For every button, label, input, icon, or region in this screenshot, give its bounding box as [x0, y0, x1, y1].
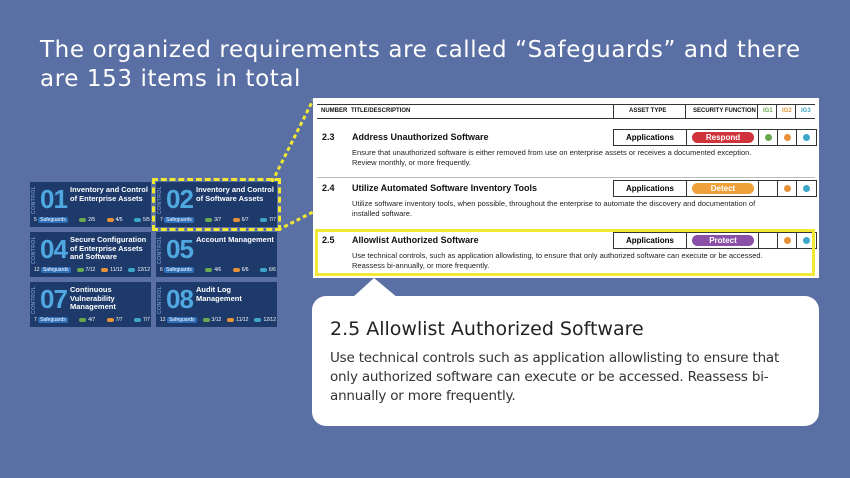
safeguards-label: Safeguards	[166, 267, 192, 273]
ig3-value: 5/5	[143, 217, 150, 223]
ig2-value: 6/6	[241, 267, 249, 273]
ig1-dot-icon	[765, 134, 772, 141]
control-tile-01	[30, 182, 151, 227]
control-title: Inventory and Control of Software Assets	[196, 185, 274, 203]
control-number: 02	[166, 184, 193, 214]
safeguard-description: Ensure that unauthorized software is either removed from use on enterprise assets or receives a documented exception. Review monthly, or more frequently.	[352, 148, 752, 167]
ig1-value: 4/6	[214, 267, 222, 273]
control-title: Secure Configuration of Enterprise Assets and Software	[70, 235, 147, 262]
control-title: Audit Log Management	[196, 285, 242, 303]
control-number: 04	[40, 234, 67, 264]
safeguard-attributes	[613, 180, 817, 197]
header-ig2: IG2	[782, 108, 792, 114]
control-stats	[160, 266, 276, 274]
table-row	[317, 126, 815, 176]
ig2-value: 4/5	[115, 217, 123, 223]
control-label: CONTROL	[31, 236, 37, 264]
control-number: 05	[166, 234, 193, 264]
safeguard-count: 12	[34, 267, 40, 273]
control-number: 01	[40, 184, 67, 214]
ig3-value: 12/12	[263, 317, 276, 323]
ig2-value: 6/7	[241, 217, 249, 223]
safeguards-label: Safeguards	[166, 217, 192, 223]
ig3-icon	[260, 268, 267, 272]
control-label: CONTROL	[31, 186, 37, 214]
ig3-dot-icon	[803, 134, 810, 141]
ig2-value: 11/12	[236, 317, 249, 323]
safeguard-number: 2.4	[322, 183, 335, 193]
ig3-icon	[128, 268, 135, 272]
ig2-icon	[233, 218, 240, 222]
ig2-icon	[227, 318, 234, 322]
header-number: NUMBER	[321, 108, 348, 114]
safeguard-count: 7	[160, 217, 163, 223]
safeguard-count: 12	[160, 317, 166, 323]
safeguard-title: Allowlist Authorized Software	[352, 235, 479, 245]
ig1-icon	[205, 268, 212, 272]
callout-title: 2.5 Allowlist Authorized Software	[330, 318, 644, 340]
control-title: Inventory and Control of Enterprise Assets	[70, 185, 148, 203]
control-tile-07	[30, 282, 151, 327]
ig1-icon	[79, 218, 86, 222]
security-function-badge: Protect	[692, 235, 754, 246]
control-label: CONTROL	[157, 286, 163, 314]
control-stats	[34, 316, 150, 324]
ig1-value: 2/5	[88, 217, 96, 223]
ig1-icon	[77, 268, 84, 272]
ig3-icon	[260, 218, 267, 222]
highlight-frame	[315, 229, 815, 276]
header-ig3: IG3	[801, 108, 811, 114]
safeguard-number: 2.3	[322, 132, 335, 142]
safeguard-count: 5	[34, 217, 37, 223]
control-number: 07	[40, 284, 67, 314]
ig2-dot-icon	[784, 185, 791, 192]
header-ig1: IG1	[763, 108, 773, 114]
ig2-value: 7/7	[115, 317, 123, 323]
ig3-dot-icon	[803, 185, 810, 192]
ig3-icon	[134, 318, 141, 322]
ig1-value: 3/12	[211, 317, 222, 323]
ig1-value: 3/7	[214, 217, 222, 223]
control-stats	[34, 216, 150, 224]
ig2-dot-icon	[784, 134, 791, 141]
ig1-value: 7/12	[85, 267, 96, 273]
ig2-icon	[107, 318, 114, 322]
callout-body: Use technical controls such as application allowlisting to ensure that only authorized software can execute or be accessed. Reassess bi-annually or more frequently.	[330, 350, 780, 404]
ig2-icon	[233, 268, 240, 272]
safeguard-title: Address Unauthorized Software	[352, 132, 489, 142]
control-label: CONTROL	[157, 236, 163, 264]
asset-type: Applications	[614, 233, 687, 248]
ig3-value: 6/6	[269, 267, 276, 273]
asset-type: Applications	[614, 181, 687, 196]
control-title: Continuous Vulnerability Management	[70, 285, 116, 312]
ig2-icon	[107, 218, 114, 222]
safeguard-description: Utilize software inventory tools, when possible, throughout the enterprise to automate the discovery and documentation of installed software.	[352, 199, 756, 218]
ig3-value: 7/7	[143, 317, 150, 323]
safeguard-count: 6	[160, 267, 163, 273]
control-tile-04	[30, 232, 151, 277]
header-asset-type: ASSET TYPE	[629, 108, 667, 114]
safeguard-description: Use technical controls, such as application allowlisting, to ensure that only authorized software can execute or be accessed. Reassess bi-annually, or more frequently.	[352, 251, 763, 270]
control-tile-08	[156, 282, 277, 327]
header-title: TITLE/DESCRIPTION	[351, 108, 411, 114]
safeguard-attributes	[613, 129, 817, 146]
safeguards-label: Safeguards	[40, 317, 66, 323]
ig1-icon	[203, 318, 210, 322]
security-function-badge: Detect	[692, 183, 754, 194]
safeguards-label: Safeguards	[42, 267, 69, 273]
ig3-value: 12/12	[137, 267, 150, 273]
safeguard-count: 7	[34, 317, 37, 323]
ig3-icon	[134, 218, 141, 222]
table-row	[317, 177, 815, 227]
control-title: Account Management	[196, 235, 274, 244]
control-tile-02	[156, 182, 277, 227]
ig1-icon	[79, 318, 86, 322]
callout-box	[312, 296, 819, 426]
ig3-value: 7/7	[269, 217, 276, 223]
headline: The organized requirements are called “Safeguards” and there are 153 items in total	[40, 37, 801, 92]
control-label: CONTROL	[31, 286, 37, 314]
control-number: 08	[166, 284, 193, 314]
ig2-icon	[101, 268, 108, 272]
table-header	[317, 104, 815, 119]
ig2-value: 11/12	[110, 267, 123, 273]
safeguards-label: Safeguards	[40, 217, 66, 223]
control-stats	[160, 216, 276, 224]
safeguard-title: Utilize Automated Software Inventory Tools	[352, 183, 538, 193]
control-stats	[160, 316, 276, 324]
header-security-function: SECURITY FUNCTION	[693, 108, 756, 114]
control-stats	[34, 266, 150, 274]
ig1-icon	[205, 218, 212, 222]
safeguards-label: Safeguards	[168, 317, 195, 323]
asset-type: Applications	[614, 130, 687, 145]
security-function-badge: Respond	[692, 132, 754, 143]
ig1-value: 4/7	[88, 317, 96, 323]
control-tile-05	[156, 232, 277, 277]
control-label: CONTROL	[157, 186, 163, 214]
safeguard-number: 2.5	[322, 235, 335, 245]
control-tiles-grid	[30, 182, 280, 327]
ig3-icon	[254, 318, 261, 322]
